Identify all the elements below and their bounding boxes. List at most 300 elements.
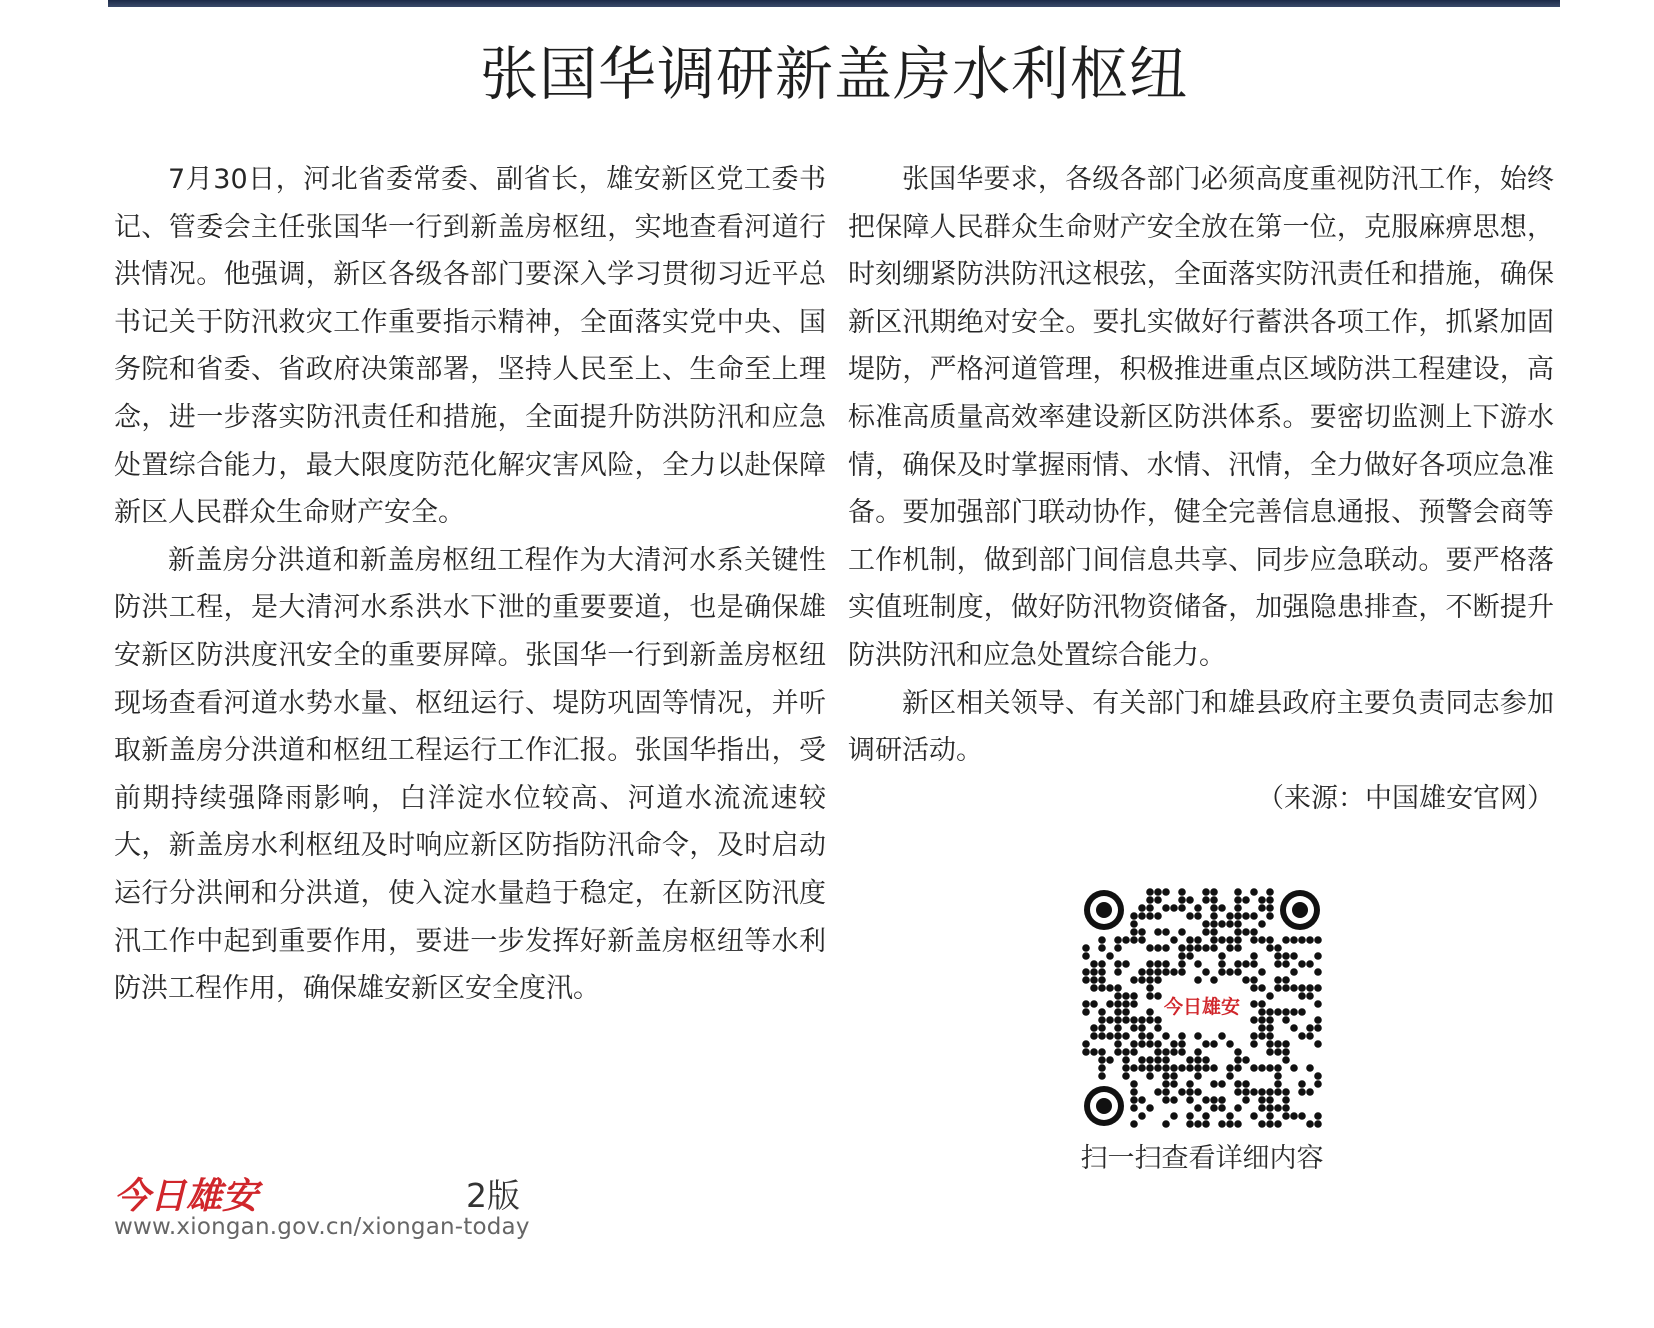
qr-module xyxy=(1114,936,1122,944)
qr-module xyxy=(1170,1064,1178,1072)
qr-module xyxy=(1298,992,1306,1000)
qr-module xyxy=(1202,1040,1210,1048)
qr-module xyxy=(1162,928,1170,936)
qr-module xyxy=(1250,1040,1258,1048)
qr-module xyxy=(1234,888,1242,896)
qr-module xyxy=(1194,944,1202,952)
qr-module xyxy=(1170,968,1178,976)
qr-module xyxy=(1122,1064,1130,1072)
qr-module xyxy=(1162,1056,1170,1064)
qr-module xyxy=(1274,1120,1282,1128)
qr-module xyxy=(1290,936,1298,944)
qr-module xyxy=(1146,888,1154,896)
qr-module xyxy=(1282,1048,1290,1056)
qr-module xyxy=(1250,1016,1258,1024)
qr-module xyxy=(1154,1024,1162,1032)
qr-module xyxy=(1234,928,1242,936)
site-url-link[interactable]: www.xiongan.gov.cn/xiongan-today xyxy=(114,1214,530,1240)
qr-module xyxy=(1194,1048,1202,1056)
qr-module xyxy=(1234,960,1242,968)
qr-module xyxy=(1082,1008,1090,1016)
qr-module xyxy=(1186,936,1194,944)
qr-module xyxy=(1154,1040,1162,1048)
qr-module xyxy=(1210,1064,1218,1072)
qr-module xyxy=(1250,1032,1258,1040)
qr-module xyxy=(1154,1088,1162,1096)
qr-module xyxy=(1258,920,1266,928)
qr-module xyxy=(1162,1120,1170,1128)
qr-module xyxy=(1082,952,1090,960)
qr-module xyxy=(1178,888,1186,896)
qr-module xyxy=(1226,920,1234,928)
qr-module xyxy=(1282,1112,1290,1120)
qr-module xyxy=(1290,968,1298,976)
qr-module xyxy=(1306,1088,1314,1096)
qr-module xyxy=(1138,936,1146,944)
qr-module xyxy=(1210,976,1218,984)
qr-module xyxy=(1130,1080,1138,1088)
qr-module xyxy=(1218,960,1226,968)
article-source: （来源：中国雄安官网） xyxy=(1257,782,1554,814)
qr-module xyxy=(1210,1096,1218,1104)
qr-module xyxy=(1130,992,1138,1000)
qr-module xyxy=(1274,960,1282,968)
qr-module xyxy=(1170,1072,1178,1080)
qr-module xyxy=(1130,1048,1138,1056)
qr-module xyxy=(1098,1072,1106,1080)
qr-module xyxy=(1282,976,1290,984)
qr-module xyxy=(1274,984,1282,992)
qr-module xyxy=(1178,944,1186,952)
qr-module xyxy=(1258,1000,1266,1008)
qr-module xyxy=(1258,1088,1266,1096)
qr-module xyxy=(1234,1064,1242,1072)
qr-module xyxy=(1098,1032,1106,1040)
qr-module xyxy=(1282,1016,1290,1024)
qr-module xyxy=(1234,912,1242,920)
qr-module xyxy=(1234,1104,1242,1112)
qr-module xyxy=(1314,1040,1322,1048)
qr-module xyxy=(1162,1032,1170,1040)
qr-module xyxy=(1274,952,1282,960)
qr-module xyxy=(1266,912,1274,920)
qr-module xyxy=(1266,1104,1274,1112)
qr-module xyxy=(1226,1120,1234,1128)
qr-module xyxy=(1210,944,1218,952)
qr-module xyxy=(1170,1112,1178,1120)
qr-module xyxy=(1178,960,1186,968)
qr-module xyxy=(1194,1056,1202,1064)
qr-module xyxy=(1226,968,1234,976)
qr-module xyxy=(1210,912,1218,920)
qr-module xyxy=(1234,896,1242,904)
qr-module xyxy=(1250,1112,1258,1120)
qr-module xyxy=(1218,1120,1226,1128)
qr-module xyxy=(1106,1032,1114,1040)
qr-module xyxy=(1114,1008,1122,1016)
qr-module xyxy=(1234,968,1242,976)
qr-module xyxy=(1258,1024,1266,1032)
article-paragraph: 7月30日，河北省委常委、副省长，雄安新区党工委书记、管委会主任张国华一行到新盖房枢纽，实地查看河道行洪情况。他强调，新区各级各部门要深入学习贯彻习近平总书记关于防汛救灾工作重要指示精神，全面落实党中央、国务院和省委、省政府决策部署，坚持人民至上、生命至上理念，进一步落实防汛责任和措施，全面提升防洪防汛和应急处置综合能力，最大限度防范化解灾害风险，全力以赴保障新区人民群众生命财产安全。 xyxy=(114,164,826,529)
qr-module xyxy=(1194,1088,1202,1096)
qr-module xyxy=(1138,1016,1146,1024)
qr-module xyxy=(1218,1032,1226,1040)
qr-module xyxy=(1250,1000,1258,1008)
qr-module xyxy=(1274,1072,1282,1080)
qr-module xyxy=(1234,1048,1242,1056)
qr-module xyxy=(1162,888,1170,896)
qr-module xyxy=(1186,1120,1194,1128)
qr-module xyxy=(1242,896,1250,904)
brand-logo xyxy=(114,1170,374,1220)
qr-module xyxy=(1146,1032,1154,1040)
qr-module xyxy=(1178,1064,1186,1072)
qr-module xyxy=(1186,1056,1194,1064)
qr-module xyxy=(1250,976,1258,984)
qr-module xyxy=(1202,1096,1210,1104)
qr-module xyxy=(1282,1088,1290,1096)
qr-module xyxy=(1218,1080,1226,1088)
qr-module xyxy=(1090,1024,1098,1032)
qr-module xyxy=(1186,912,1194,920)
qr-module xyxy=(1306,984,1314,992)
qr-module xyxy=(1234,920,1242,928)
qr-module xyxy=(1266,1088,1274,1096)
qr-module xyxy=(1266,1096,1274,1104)
qr-module xyxy=(1242,1088,1250,1096)
qr-module xyxy=(1146,1056,1154,1064)
qr-module xyxy=(1098,960,1106,968)
qr-module xyxy=(1298,960,1306,968)
qr-module xyxy=(1138,1032,1146,1040)
qr-module xyxy=(1146,944,1154,952)
qr-module xyxy=(1210,936,1218,944)
qr-module xyxy=(1266,1016,1274,1024)
qr-module xyxy=(1210,928,1218,936)
qr-module xyxy=(1154,976,1162,984)
qr-module xyxy=(1146,960,1154,968)
qr-module xyxy=(1146,1016,1154,1024)
qr-module xyxy=(1234,936,1242,944)
qr-module xyxy=(1258,1032,1266,1040)
qr-module xyxy=(1218,904,1226,912)
article-left-column xyxy=(114,156,826,1013)
qr-module xyxy=(1130,1016,1138,1024)
qr-module xyxy=(1122,1056,1130,1064)
qr-module xyxy=(1306,936,1314,944)
qr-module xyxy=(1186,952,1194,960)
qr-module xyxy=(1130,1096,1138,1104)
qr-module xyxy=(1146,992,1154,1000)
qr-module xyxy=(1314,984,1322,992)
qr-module xyxy=(1242,912,1250,920)
qr-module xyxy=(1162,904,1170,912)
qr-module xyxy=(1154,968,1162,976)
qr-module xyxy=(1154,1056,1162,1064)
qr-module xyxy=(1274,1064,1282,1072)
qr-module xyxy=(1234,1088,1242,1096)
qr-module xyxy=(1114,984,1122,992)
qr-module xyxy=(1194,904,1202,912)
qr-module xyxy=(1282,984,1290,992)
qr-module xyxy=(1122,960,1130,968)
qr-module xyxy=(1298,936,1306,944)
qr-module xyxy=(1178,1088,1186,1096)
qr-module xyxy=(1178,896,1186,904)
qr-module xyxy=(1098,984,1106,992)
qr-module xyxy=(1202,1112,1210,1120)
qr-module xyxy=(1082,1000,1090,1008)
brand-logo-text: 今日雄安 xyxy=(114,1175,259,1217)
qr-module xyxy=(1226,1064,1234,1072)
qr-module xyxy=(1282,1096,1290,1104)
qr-module xyxy=(1218,936,1226,944)
qr-module xyxy=(1202,944,1210,952)
qr-module xyxy=(1226,912,1234,920)
qr-module xyxy=(1258,896,1266,904)
qr-module xyxy=(1314,1112,1322,1120)
qr-module xyxy=(1098,1024,1106,1032)
qr-module xyxy=(1154,928,1162,936)
qr-module xyxy=(1122,1072,1130,1080)
qr-module xyxy=(1138,912,1146,920)
qr-module xyxy=(1306,1024,1314,1032)
qr-module xyxy=(1298,1088,1306,1096)
qr-module xyxy=(1138,1112,1146,1120)
qr-module xyxy=(1122,992,1130,1000)
qr-module xyxy=(1290,1064,1298,1072)
qr-module xyxy=(1154,944,1162,952)
qr-module xyxy=(1274,1008,1282,1016)
qr-module xyxy=(1314,952,1322,960)
qr-module xyxy=(1138,1056,1146,1064)
qr-module xyxy=(1234,1120,1242,1128)
qr-module xyxy=(1138,1024,1146,1032)
qr-module xyxy=(1290,1112,1298,1120)
qr-module xyxy=(1202,888,1210,896)
qr-module xyxy=(1194,960,1202,968)
qr-module xyxy=(1170,1080,1178,1088)
qr-finder-top-right xyxy=(1280,890,1320,930)
qr-module xyxy=(1154,896,1162,904)
qr-module xyxy=(1218,1096,1226,1104)
qr-module xyxy=(1226,1072,1234,1080)
qr-module xyxy=(1282,1008,1290,1016)
qr-module xyxy=(1218,968,1226,976)
qr-module xyxy=(1194,1072,1202,1080)
qr-module xyxy=(1258,968,1266,976)
qr-module xyxy=(1162,1080,1170,1088)
qr-module xyxy=(1290,984,1298,992)
qr-module xyxy=(1114,1032,1122,1040)
qr-module xyxy=(1266,992,1274,1000)
qr-module xyxy=(1266,904,1274,912)
qr-module xyxy=(1082,1040,1090,1048)
qr-module xyxy=(1186,1064,1194,1072)
qr-module xyxy=(1082,944,1090,952)
qr-module xyxy=(1098,1056,1106,1064)
qr-module xyxy=(1274,1048,1282,1056)
qr-module xyxy=(1146,968,1154,976)
qr-module xyxy=(1154,912,1162,920)
qr-module xyxy=(1194,1120,1202,1128)
qr-module xyxy=(1130,1000,1138,1008)
qr-module xyxy=(1186,896,1194,904)
qr-module xyxy=(1162,1096,1170,1104)
qr-module xyxy=(1098,936,1106,944)
qr-module xyxy=(1314,1016,1322,1024)
qr-module xyxy=(1162,968,1170,976)
qr-module xyxy=(1290,1024,1298,1032)
qr-module xyxy=(1138,928,1146,936)
qr-module xyxy=(1122,936,1130,944)
qr-module xyxy=(1122,1000,1130,1008)
qr-module xyxy=(1258,1008,1266,1016)
qr-module xyxy=(1266,1120,1274,1128)
qr-module xyxy=(1194,976,1202,984)
qr-module xyxy=(1298,1032,1306,1040)
qr-module xyxy=(1234,944,1242,952)
qr-module xyxy=(1202,1120,1210,1128)
qr-module xyxy=(1202,920,1210,928)
qr-finder-top-left xyxy=(1084,890,1124,930)
qr-module xyxy=(1170,1048,1178,1056)
qr-module xyxy=(1162,944,1170,952)
qr-module xyxy=(1194,936,1202,944)
qr-module xyxy=(1266,1112,1274,1120)
qr-module xyxy=(1226,944,1234,952)
qr-module xyxy=(1242,1080,1250,1088)
qr-module xyxy=(1178,928,1186,936)
qr-module xyxy=(1090,960,1098,968)
qr-module xyxy=(1234,1056,1242,1064)
qr-module xyxy=(1226,1112,1234,1120)
qr-module xyxy=(1098,1008,1106,1016)
qr-module xyxy=(1258,1064,1266,1072)
qr-module xyxy=(1314,968,1322,976)
qr-module xyxy=(1274,1080,1282,1088)
qr-module xyxy=(1138,976,1146,984)
qr-module xyxy=(1266,1008,1274,1016)
qr-module xyxy=(1242,1096,1250,1104)
qr-module xyxy=(1210,1104,1218,1112)
qr-module xyxy=(1242,1056,1250,1064)
qr-module xyxy=(1154,1048,1162,1056)
qr-module xyxy=(1274,1040,1282,1048)
qr-module xyxy=(1314,1000,1322,1008)
qr-module xyxy=(1154,1064,1162,1072)
qr-module xyxy=(1282,1056,1290,1064)
qr-module xyxy=(1306,992,1314,1000)
qr-module xyxy=(1306,1032,1314,1040)
qr-module xyxy=(1154,1016,1162,1024)
qr-module xyxy=(1146,1008,1154,1016)
qr-center-logo: 今日雄安 xyxy=(1163,996,1241,1018)
qr-module xyxy=(1266,1040,1274,1048)
qr-module xyxy=(1234,1080,1242,1088)
qr-module xyxy=(1146,904,1154,912)
qr-module xyxy=(1154,992,1162,1000)
qr-module xyxy=(1314,1024,1322,1032)
top-rule xyxy=(108,0,1560,7)
qr-module xyxy=(1186,1112,1194,1120)
qr-module xyxy=(1234,904,1242,912)
qr-module xyxy=(1146,1064,1154,1072)
qr-module xyxy=(1298,1008,1306,1016)
qr-module xyxy=(1274,1088,1282,1096)
qr-module xyxy=(1138,1040,1146,1048)
qr-module xyxy=(1258,904,1266,912)
qr-module xyxy=(1098,1064,1106,1072)
qr-module xyxy=(1106,1016,1114,1024)
qr-module xyxy=(1090,1032,1098,1040)
qr-module xyxy=(1226,1040,1234,1048)
qr-module xyxy=(1210,904,1218,912)
qr-module xyxy=(1082,968,1090,976)
qr-module xyxy=(1114,1040,1122,1048)
qr-module xyxy=(1130,936,1138,944)
qr-module xyxy=(1146,1072,1154,1080)
qr-module xyxy=(1138,1064,1146,1072)
qr-module xyxy=(1090,976,1098,984)
qr-module xyxy=(1122,1008,1130,1016)
qr-module xyxy=(1114,992,1122,1000)
qr-module xyxy=(1202,1064,1210,1072)
qr-module xyxy=(1250,952,1258,960)
qr-module xyxy=(1170,904,1178,912)
qr-code[interactable] xyxy=(1082,888,1322,1128)
qr-module xyxy=(1138,1096,1146,1104)
qr-module xyxy=(1314,1072,1322,1080)
qr-module xyxy=(1114,1024,1122,1032)
qr-caption: 扫一扫查看详细内容 xyxy=(1080,1143,1324,1174)
qr-module xyxy=(1138,904,1146,912)
qr-module xyxy=(1298,1080,1306,1088)
qr-module xyxy=(1090,1000,1098,1008)
qr-finder-bottom-left xyxy=(1084,1086,1124,1126)
qr-module xyxy=(1202,928,1210,936)
qr-module xyxy=(1306,1120,1314,1128)
qr-module xyxy=(1242,960,1250,968)
qr-module xyxy=(1218,920,1226,928)
article-paragraph: 新盖房分洪道和新盖房枢纽工程作为大清河水系关键性防洪工程，是大清河水系洪水下泄的重要要道，也是确保雄安新区防洪度汛安全的重要屏障。张国华一行到新盖房枢纽现场查看河道水势水量、枢纽运行、堤防巩固等情况，并听取新盖房分洪道和枢纽工程运行工作汇报。张国华指出，受前期持续强降雨影响，白洋淀水位较高、河道水流流速较大，新盖房水利枢纽及时响应新区防指防汛命令，及时启动运行分洪闸和分洪道，使入淀水量趋于稳定，在新区防汛度汛工作中起到重要作用，要进一步发挥好新盖房枢纽等水利防洪工程作用，确保雄安新区安全度汛。 xyxy=(114,544,826,1005)
article-right-column xyxy=(848,156,1554,822)
article-paragraph: 新区相关领导、有关部门和雄县政府主要负责同志参加调研活动。 xyxy=(848,687,1554,767)
qr-module xyxy=(1146,984,1154,992)
qr-module xyxy=(1162,1064,1170,1072)
qr-module xyxy=(1146,1040,1154,1048)
qr-module xyxy=(1250,984,1258,992)
qr-module xyxy=(1114,1000,1122,1008)
qr-module xyxy=(1314,1120,1322,1128)
qr-module xyxy=(1210,896,1218,904)
qr-module xyxy=(1146,912,1154,920)
qr-module xyxy=(1162,960,1170,968)
qr-module xyxy=(1250,1064,1258,1072)
qr-module xyxy=(1170,936,1178,944)
qr-module xyxy=(1258,1120,1266,1128)
qr-module xyxy=(1130,1104,1138,1112)
qr-module xyxy=(1106,1000,1114,1008)
qr-module xyxy=(1186,1096,1194,1104)
qr-module xyxy=(1178,904,1186,912)
article-paragraph: 张国华要求，各级各部门必须高度重视防汛工作，始终把保障人民群众生命财产安全放在第一位，克服麻痹思想，时刻绷紧防洪防汛这根弦，全面落实防汛责任和措施，确保新区汛期绝对安全。要扎实做好行蓄洪各项工作，抓紧加固堤防，严格河道管理，积极推进重点区域防洪工程建设，高标准高质量高效率建设新区防洪体系。要密切监测上下游水情，确保及时掌握雨情、水情、汛情，全力做好各项应急准备。要加强部门联动协作，健全完善信息通报、预警会商等工作机制，做到部门间信息共享、同步应急联动。要严格落实值班制度，做好防汛物资储备，加强隐患排查，不断提升防洪防汛和应急处置综合能力。 xyxy=(848,164,1554,671)
qr-module xyxy=(1090,1048,1098,1056)
qr-module xyxy=(1250,928,1258,936)
qr-module xyxy=(1290,952,1298,960)
qr-module xyxy=(1250,1088,1258,1096)
qr-module xyxy=(1098,1016,1106,1024)
